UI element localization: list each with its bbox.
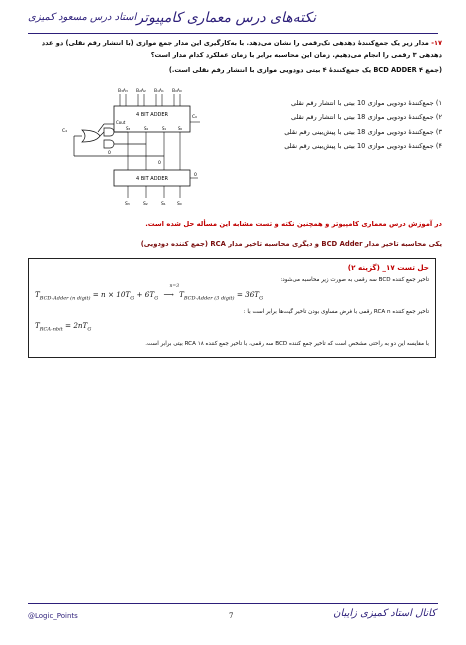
page-number: 7 — [229, 612, 234, 620]
and-gate-1 — [104, 128, 114, 136]
sum-label: S₀ — [178, 126, 183, 131]
header-author: استاد درس مسعود کمیزی — [28, 12, 137, 23]
answer-line-1: تاخیر جمع کننده BCD سه رقمی به صورت زیر محاسبه می‌شود: — [280, 277, 429, 283]
footer-signature: کانال استاد کمیزی زایبان — [333, 608, 436, 619]
question-text — [28, 38, 442, 61]
sum-label: S₂ — [144, 126, 149, 131]
options-list — [260, 96, 442, 153]
option-3[interactable]: ۳) جمع‌کنندهٔ دودویی موازی 18 بیتی با پیش‌بینی رقم نقلی — [284, 127, 442, 136]
footer-divider — [28, 603, 438, 604]
header-title: نکته‌های درس معماری کامپیوتر — [136, 10, 316, 26]
answer-line-3: با مقایسه این دو به راحتی مشخص است که تاخیر جمع کننده BCD سه رقمی، با تاخیر جمع کننده RCA ۱۸ بیتی برابر است. — [145, 341, 429, 347]
output-label: S₁ — [161, 202, 166, 207]
and-gate-2 — [104, 140, 114, 148]
note-red: در آموزش درس معماری کامپیوتر و همچنین نکته و تست مشابه این مسأله حل شده است. — [145, 220, 442, 228]
answer-line-2: تاخیر جمع کننده RCA n رقمی با فرض مساوی بودن تاخیر گیت‌ها برابر است با : — [243, 309, 429, 315]
question-number: ۱۷- — [431, 39, 442, 47]
input-label: B₃A₃ — [118, 89, 128, 94]
answer-box — [28, 258, 436, 358]
zero-label: 0 — [194, 173, 197, 178]
header-divider — [28, 33, 438, 34]
or-gate — [82, 130, 100, 142]
option-1[interactable]: ۱) جمع‌کنندهٔ دودویی موازی 10 بیتی با انتشار رقم نقلی — [291, 99, 442, 107]
zero-label: 0 — [108, 151, 111, 156]
output-label: S₀ — [177, 202, 182, 207]
zero-label: 0 — [158, 161, 161, 166]
input-label: B₁A₁ — [154, 89, 164, 94]
output-label: S₃ — [125, 202, 130, 207]
sum-label: S₃ — [126, 126, 131, 131]
bcd-adder-diagram — [40, 84, 210, 214]
footer-channel: @Logic_Points — [28, 612, 78, 620]
equation-2: $T_{RCA-nbit} = 2nT_G$ — [35, 321, 92, 333]
cout-label: Cout — [116, 120, 126, 125]
note-dark: یکی محاسبه تاخیر مدار BCD Adder و دیگری محاسبه تاخیر مدار RCA (جمع کننده دودویی) — [140, 240, 442, 248]
c4-label: C₄ — [62, 129, 67, 134]
option-4[interactable]: ۴) جمع‌کنندهٔ دودویی موازی 10 بیتی با پیش‌بینی رقم نقلی — [284, 141, 442, 150]
top-adder-label: 4 BIT ADDER — [135, 112, 169, 118]
answer-title: حل تست ۱۷_ (گزینه ۲) — [347, 263, 429, 272]
equation-1: $T_{BCD-Adder (n digit)} = n \times 10T_G + 6T_G$ n=3 ⟶ $T_{BCD-Adder (3 digit)} = 36T_G$ — [35, 284, 264, 302]
question-body: مدار زیر یک جمع‌کنندهٔ دهدهی تک‌رقمی را نشان می‌دهد. با به‌کارگیری این مدار جمع موازی (با انتشار رقم نقلی) دو عدد دهدهی ۳ رقمی را انجام می‌دهیم. زمان این محاسبه برابر با زمان عملکرد کدام مدار است؟ — [41, 39, 442, 59]
input-label: B₂A₂ — [136, 89, 146, 94]
option-2[interactable]: ۲) جمع‌کنندهٔ دودویی موازی 18 بیتی با انتشار رقم نقلی — [291, 113, 442, 122]
output-label: S₂ — [143, 202, 148, 207]
input-label: B₀A₀ — [172, 89, 182, 94]
cin-label: C₀ — [192, 115, 197, 120]
sum-label: S₁ — [162, 126, 167, 131]
question-subtext: (جمع BCD ADDER ۴ یک جمع‌کنندهٔ ۴ بیتی دودویی موازی با انتشار رقم نقلی است.) — [168, 66, 442, 74]
bottom-adder-label: 4 BIT ADDER — [135, 176, 169, 182]
